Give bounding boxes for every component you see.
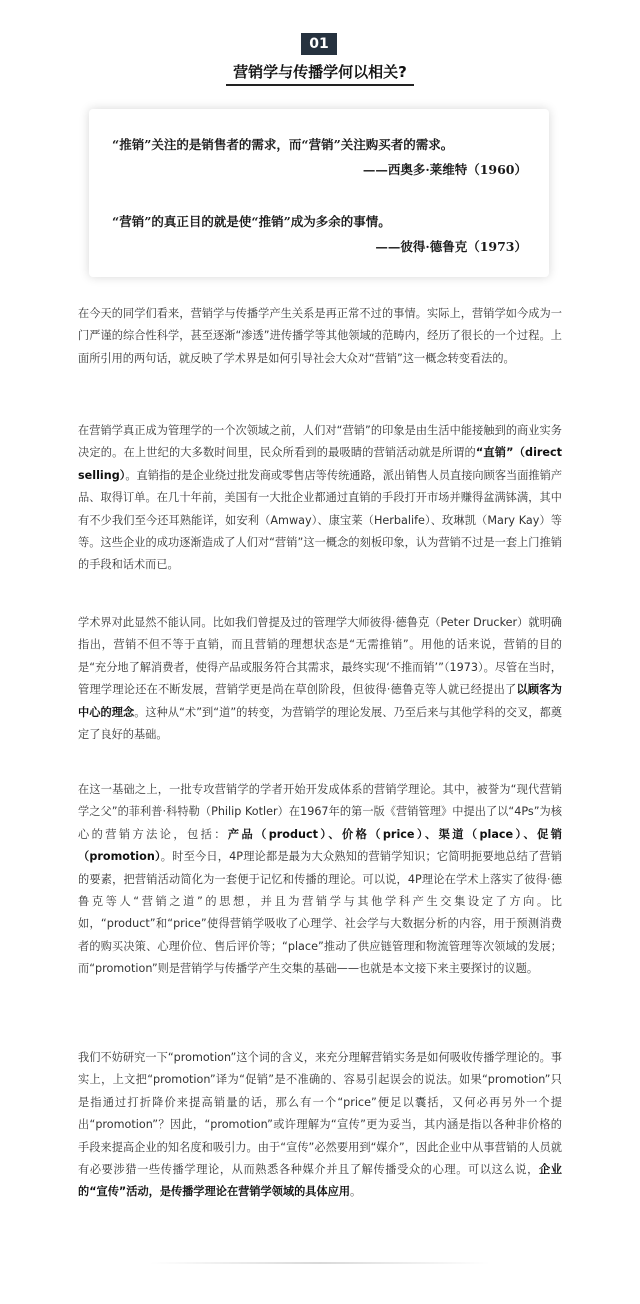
- quote-1-text: “推销”关注的是销售者的需求，而“营销”关注购买者的需求。: [112, 137, 454, 152]
- paragraph-4: [78, 779, 562, 981]
- paragraph-3-text-a: 学术界对此显然不能认同。比如我们曾提及过的管理学大师彼得·德鲁克（Peter Drucker）就明确指出，营销不但不等于直销，而且营销的理想状态是“无需推销”。用他的话来说，营销的目的是“充分地了解消费者，使得产品或服务符合其需求，最终实现‘不推而销’”（1973）。尽管在当时，管理学理论还在不断发展，营销学更是尚在草创阶段，但彼得·德鲁克等人就已经提出了: [78, 616, 562, 697]
- paragraph-1-text: 在今天的同学们看来，营销学与传播学产生关系是再正常不过的事情。实际上，营销学如今成为一门严谨的综合性科学，甚至逐渐“渗透”进传播学等其他领域的范畴内，经历了很长的一个过程。上面所引用的两句话，就反映了学术界是如何引导社会大众对“营销”这一概念转变看法的。: [78, 307, 562, 365]
- paragraph-2-text-c: 。直销指的是企业绕过批发商或零售店等传统通路，派出销售人员直接向顾客当面推销产品、取得订单。在几十年前，美国有一大批企业都通过直销的手段打开市场并赚得盆满钵满，其中有不少我们至今还耳熟能详，如安利（Amway）、康宝莱（Herbalife）、玫琳凯（Mary Kay）等等。这些企业的成功逐渐造成了人们对“营销”这一概念的刻板印象，认为营销不过是一套上门推销的手段和话术而已。: [78, 468, 563, 572]
- paragraph-5: [78, 1047, 562, 1204]
- section-number-badge: 01: [301, 33, 337, 55]
- paragraph-4-bold: 产品（product）、价格（price）、渠道（place）、促销（promotion）: [78, 827, 562, 864]
- paragraph-2: [78, 420, 562, 577]
- paragraph-4-text-c: 。时至今日，4P理论都是最为大众熟知的营销学知识；它简明扼要地总结了营销的要素，把营销活动简化为一套便于记忆和传播的理论。可以说，4P理论在学术上落实了彼得·德鲁克等人“营销之道”的思想，并且为营销学与其他学科产生交集设定了方向。比如，“product”和“price”使得营销学吸收了心理学、社会学与大数据分析的内容，用于预测消费者的购买决策、心理价位、售后评价等；“place”推动了供应链管理和物流管理等次领域的发展；而“promotion”则是营销学与传播学产生交集的基础——也就是本文接下来主要探讨的议题。: [78, 850, 562, 976]
- paragraph-3-bold: 以顾客为中心的理念: [78, 683, 562, 719]
- paragraph-3: [78, 612, 562, 746]
- section-title: 营销学与传播学何以相关?: [233, 63, 407, 81]
- paragraph-5-text-a: 我们不妨研究一下“promotion”这个词的含义，来充分理解营销实务是如何吸收传播学理论的。事实上，上文把“promotion”译为“促销”是不准确的、容易引起误会的说法。如果“promotion”只是指通过打折降价来提高销量的话，那么有一个“price”便足以囊括，又何必再另外一个提出“promotion”？因此，“promotion”或许理解为“宣传”更为妥当，其内涵是指以各种非价格的手段来提高企业的知名度和吸引力。由于“宣传”必然要用到“媒介”，因此企业中从事营销的人员就有必要涉猎一些传播学理论，从而熟悉各种媒介并且了解传播受众的心理。可以这么说，: [78, 1051, 562, 1177]
- paragraph-3-text-c: 。这种从“术”到“道”的转变，为营销学的理论发展、乃至后来与其他学科的交叉，都奠定了良好的基础。: [78, 705, 562, 742]
- paragraph-4-text-a: 在这一基础之上，一批专攻营销学的学者开始开发成体系的营销学理论。其中，被誉为“现代营销学之父”的菲利普·科特勒（Philip Kotler）在1967年的第一版《营销管理》中提出了以“4Ps”为核心的营销方法论，包括：: [78, 783, 562, 841]
- quote-2-attribution: ——彼得·德鲁克（1973）: [375, 239, 527, 254]
- paragraph-1: [78, 303, 562, 370]
- bottom-divider: [150, 1262, 490, 1264]
- title-underline: [226, 84, 414, 86]
- paragraph-5-text-c: 。: [350, 1185, 362, 1199]
- paragraph-2-bold: “直销”（direct selling）: [78, 446, 562, 482]
- paragraph-5-bold: 企业的“宣传”活动，是传播学理论在营销学领域的具体应用: [78, 1163, 562, 1199]
- quote-1-attribution: ——西奥多·莱维特（1960）: [362, 162, 527, 177]
- quote-2-text: “营销”的真正目的就是使“推销”成为多余的事情。: [112, 214, 391, 229]
- quote-card: [89, 109, 549, 277]
- paragraph-2-text-a: 在营销学真正成为管理学的一个次领域之前，人们对“营销”的印象是由生活中能接触到的商业实务决定的。在上世纪的大多数时间里，民众所看到的最吸睛的营销活动就是所谓的: [78, 424, 562, 460]
